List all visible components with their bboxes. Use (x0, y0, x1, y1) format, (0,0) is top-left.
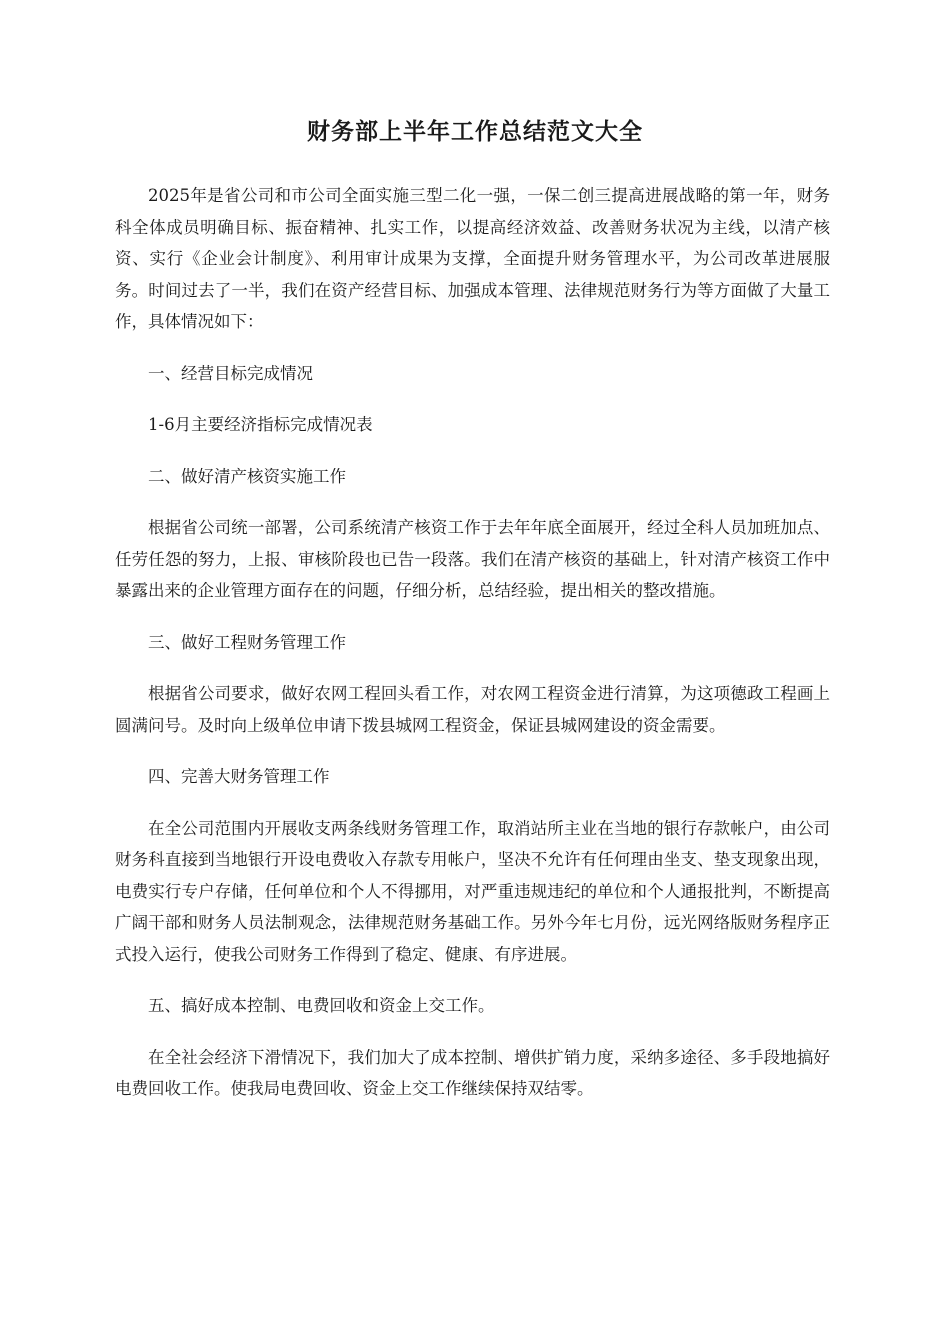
section-4-paragraph: 在全公司范围内开展收支两条线财务管理工作，取消站所主业在当地的银行存款帐户，由公司财务科直接到当地银行开设电费收入存款专用帐户，坚决不允许有任何理由坐支、垫支现象出现，电费实行专户存储，任何单位和个人不得挪用，对严重违规违纪的单位和个人通报批判，不断提高广阔干部和财务人员法制观念，法律规范财务基础工作。另外今年七月份，远光网络版财务程序正式投入运行，使我公司财务工作得到了稳定、健康、有序进展。 (115, 818, 830, 964)
section-heading-3: 三、做好工程财务管理工作 (148, 632, 346, 652)
section-3-paragraph: 根据省公司要求，做好农网工程回头看工作，对农网工程资金进行清算，为这项德政工程画上圆满问号。及时向上级单位申请下拨县城网工程资金，保证县城网建设的资金需要。 (115, 684, 830, 735)
table-caption: 1-6月主要经济指标完成情况表 (148, 415, 373, 434)
section-heading-2: 二、做好清产核资实施工作 (148, 466, 346, 486)
section-heading-4: 四、完善大财务管理工作 (148, 767, 330, 786)
section-heading-5: 五、搞好成本控制、电费回收和资金上交工作。 (148, 996, 495, 1015)
document-title: 财务部上半年工作总结范文大全 (307, 119, 643, 145)
section-heading-1: 一、经营目标完成情况 (148, 363, 313, 383)
document-body (115, 180, 830, 1125)
intro-paragraph: 2025年是省公司和市公司全面实施三型二化一强，一保二创三提高进展战略的第一年，财务科全体成员明确目标、振奋精神、扎实工作，以提高经济效益、改善财务状况为主线，以清产核资、实行《企业会计制度》、利用审计成果为支撑，全面提升财务管理水平，为公司改革进展服务。时间过去了一半，我们在资产经营目标、加强成本管理、法律规范财务行为等方面做了大量工作，具体情况如下： (115, 186, 830, 331)
section-2-paragraph: 根据省公司统一部署，公司系统清产核资工作于去年年底全面展开，经过全科人员加班加点、任劳任怨的努力，上报、审核阶段也已告一段落。我们在清产核资的基础上，针对清产核资工作中暴露出来的企业管理方面存在的问题，仔细分析，总结经验，提出相关的整改措施。 (115, 518, 830, 600)
section-5-paragraph: 在全社会经济下滑情况下，我们加大了成本控制、增供扩销力度，采纳多途径、多手段地搞好电费回收工作。使我局电费回收、资金上交工作继续保持双结零。 (115, 1047, 830, 1098)
